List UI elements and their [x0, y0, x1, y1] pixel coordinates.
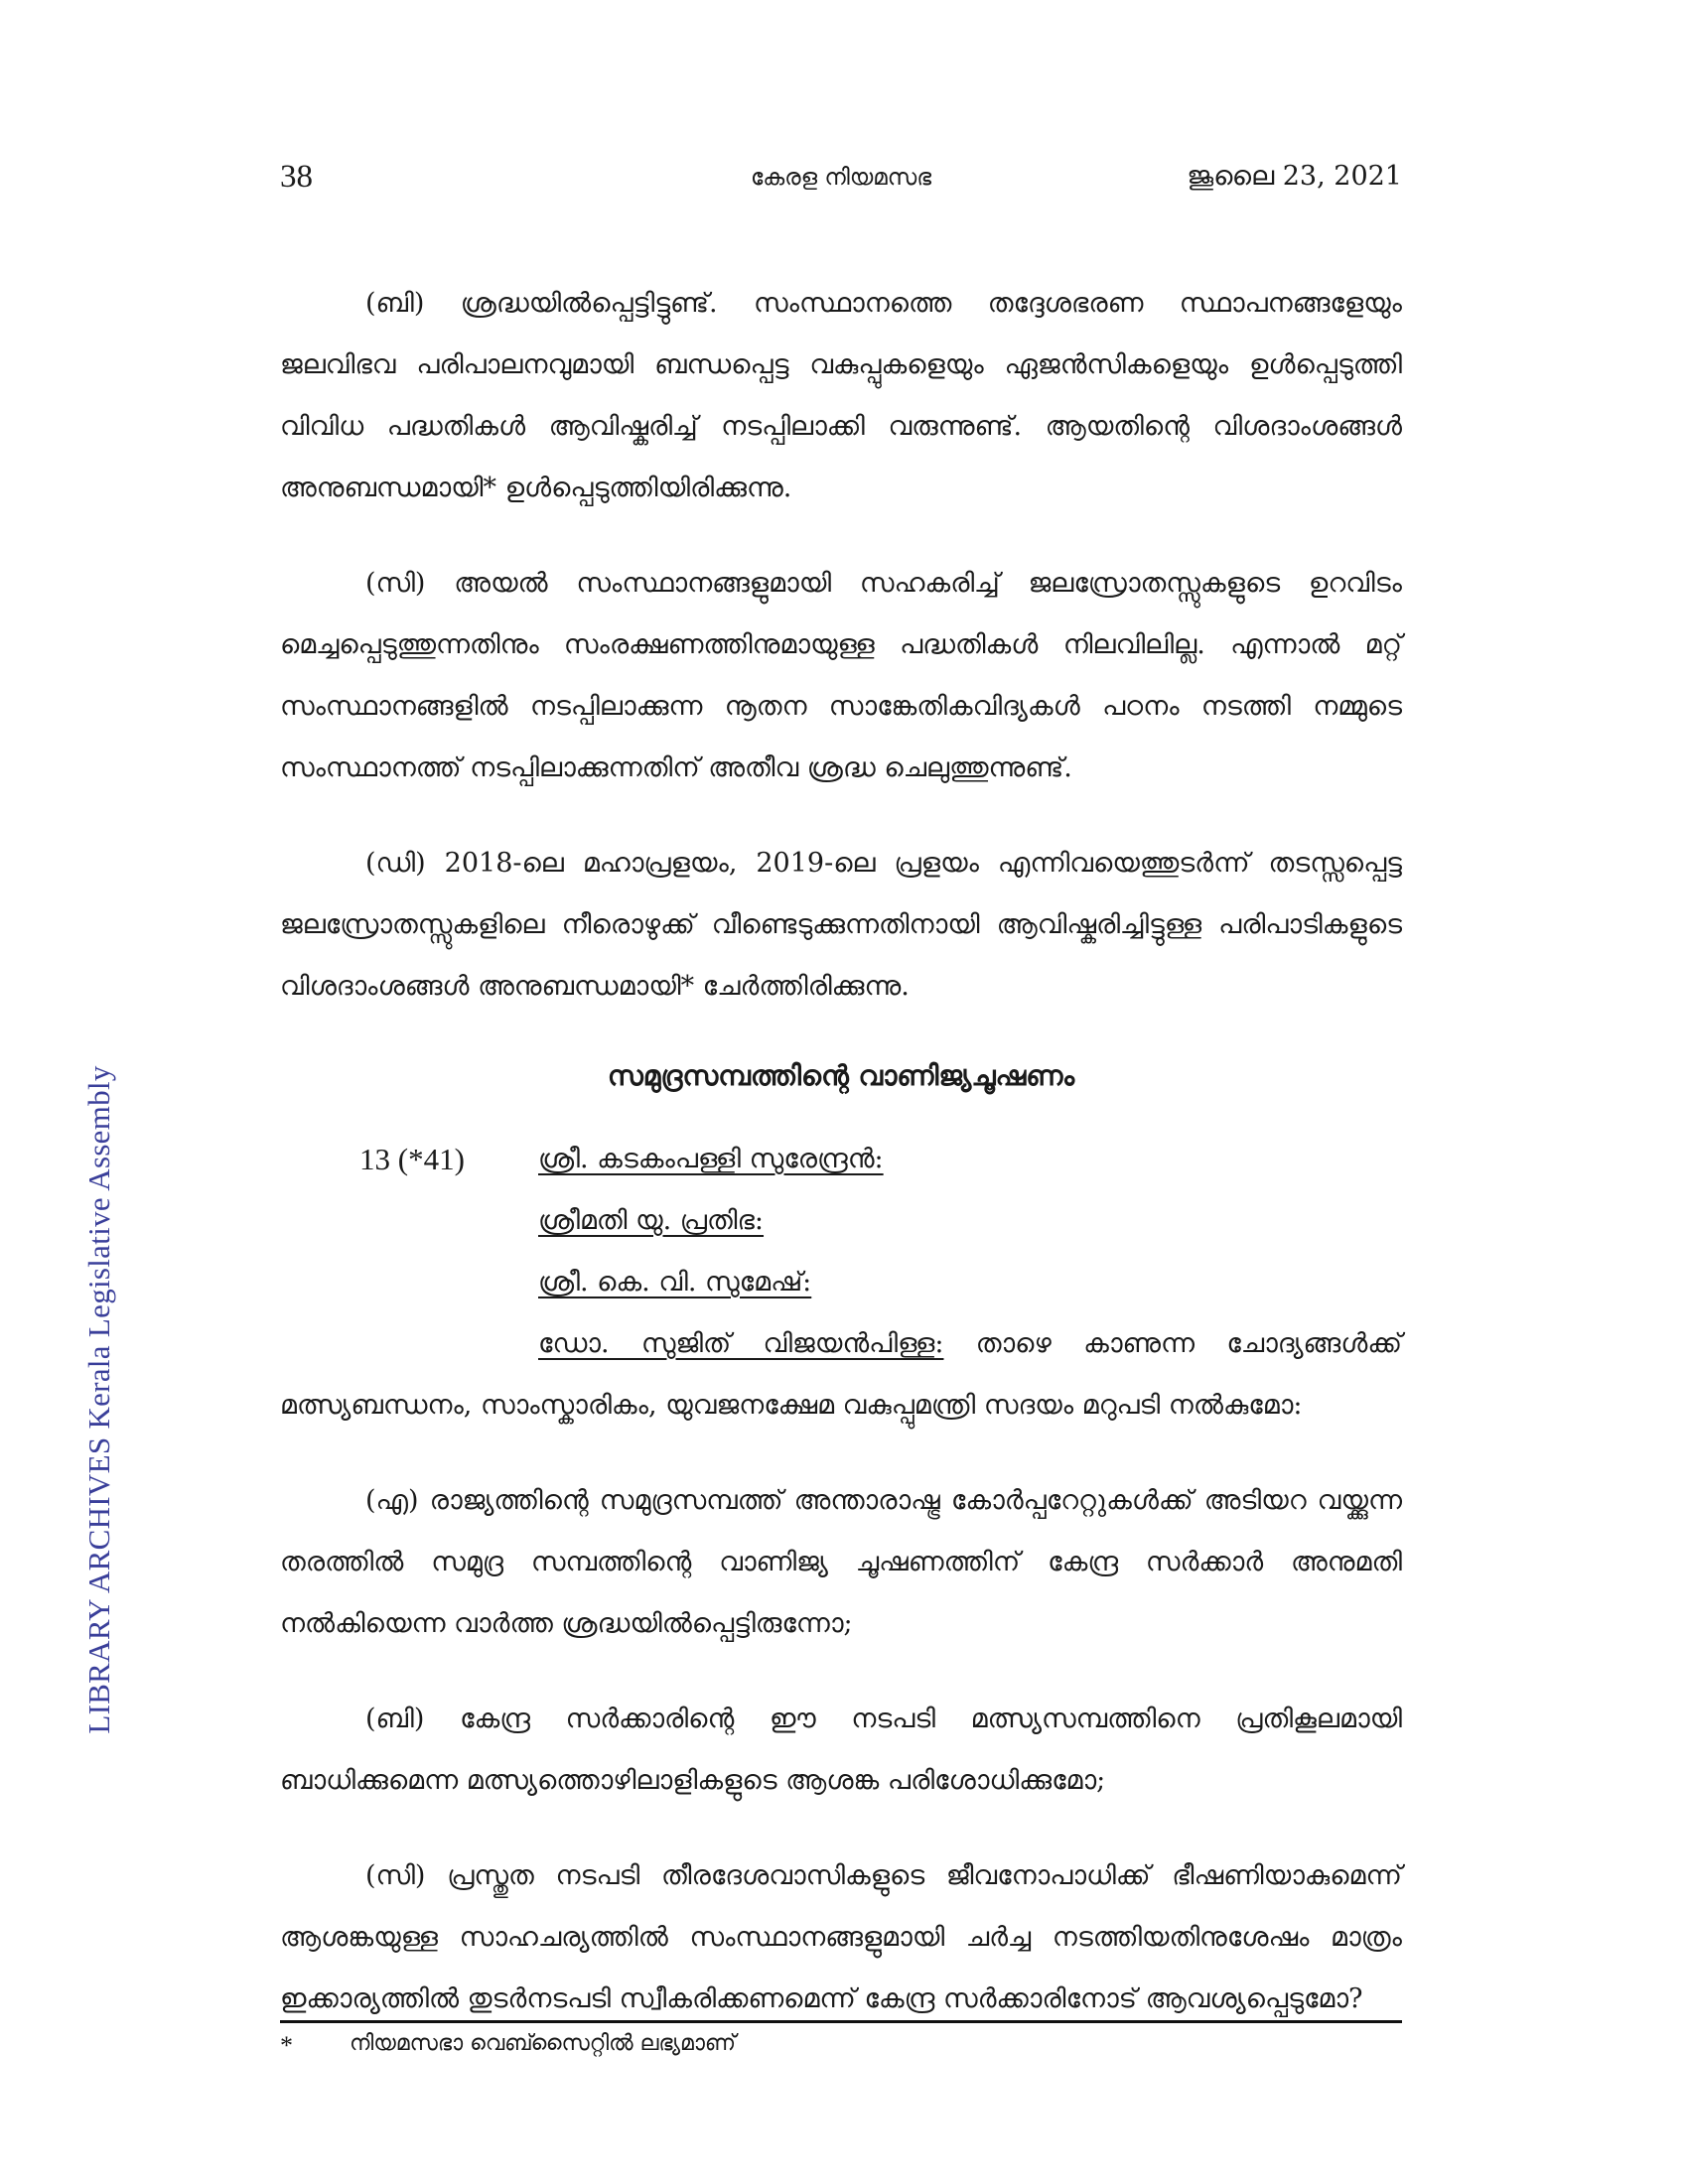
member-name-2: ശ്രീമതി യു. പ്രതിഭ: [538, 1205, 765, 1236]
question-intro [280, 1313, 1402, 1436]
footnote-divider [280, 2020, 1402, 2023]
member-name-3: ശ്രീ. കെ. വി. സുമേഷ്: [538, 1267, 812, 1297]
page-body [280, 273, 1402, 2064]
question-paragraph-a: (എ) രാജ്യത്തിന്റെ സമുദ്രസമ്പത്ത് അന്താരാഷ്ട്ര കോർപ്പറേറ്റുകൾക്ക് അടിയറ വയ്ക്കുന്ന തരത്തിൽ സമുദ്ര സമ്പത്തിന്റെ വാണിജ്യ ചൂഷണത്തിന് കേന്ദ്ര സർക്കാർ അനുമതി നൽകിയെന്ന വാർത്ത ശ്രദ്ധയിൽപ്പെട്ടിരുന്നോ; [280, 1485, 1402, 1639]
header-date: ജൂലൈ 23, 2021 [1187, 161, 1402, 192]
footnote-text: നിയമസഭാ വെബ്സൈറ്റിൽ ലഭ്യമാണ് [350, 2031, 737, 2056]
footnote-mark: * [280, 2031, 293, 2060]
page-header [280, 159, 1402, 208]
member-name-1: ശ്രീ. കടകംപള്ളി സുരേന്ദ്രൻ: [538, 1144, 884, 1174]
member-name-4: ഡോ. സുജിത് വിജയൻപിള്ള: [538, 1328, 944, 1359]
section-title: സമുദ്രസമ്പത്തിന്റെ വാണിജ്യചൂഷണം [607, 1059, 1075, 1092]
watermark-text: LIBRARY ARCHIVES Kerala Legislative Assembly [81, 1065, 116, 1734]
answer-paragraph-c: (സി) അയൽ സംസ്ഥാനങ്ങളുമായി സഹകരിച്ച് ജലസ്രോതസ്സുകളുടെ ഉറവിടം മെച്ചപ്പെടുത്തുന്നതിനും സംരക്ഷണത്തിനുമായുള്ള പദ്ധതികൾ നിലവിലില്ല. എന്നാൽ മറ്റ് സംസ്ഥാനങ്ങളിൽ നടപ്പിലാക്കുന്ന നൂതന സാങ്കേതികവിദ്യകൾ പഠനം നടത്തി നമ്മുടെ സംസ്ഥാനത്ത് നടപ്പിലാക്കുന്നതിന് അതീവ ശ്രദ്ധ ചെലുത്തുന്നുണ്ട്. [280, 568, 1402, 783]
question-paragraph-b: (ബി) കേന്ദ്ര സർക്കാരിന്റെ ഈ നടപടി മത്സ്യസമ്പത്തിനെ പ്രതികൂലമായി ബാധിക്കുമെന്ന മത്സ്യത്തൊഴിലാളികളുടെ ആശങ്ക പരിശോധിക്കുമോ; [280, 1704, 1402, 1796]
footnote [280, 2031, 1402, 2061]
page-number: 38 [280, 159, 313, 195]
question-paragraph-c: (സി) പ്രസ്തുത നടപടി തീരദേശവാസികളുടെ ജീവനോപാധിക്ക് ഭീഷണിയാകുമെന്ന് ആശങ്കയുള്ള സാഹചര്യത്തിൽ സംസ്ഥാനങ്ങളുമായി ചർച്ച നടത്തിയതിനുശേഷം മാത്രം ഇക്കാര്യത്തിൽ തുടർനടപടി സ്വീകരിക്കണമെന്ന് കേന്ദ്ര സർക്കാരിനോട് ആവശ്യപ്പെടുമോ? [280, 1860, 1402, 2014]
question-intro-text: താഴെ കാണുന്ന ചോദ്യങ്ങൾക്ക് മത്സ്യബന്ധനം, സാംസ്കാരികം, യുവജനക്ഷേമ വകുപ്പുമന്ത്രി സദയം മറുപടി നൽകുമോ: [280, 1328, 1403, 1421]
question-block [280, 1129, 1402, 1313]
answer-paragraph-b: (ബി) ശ്രദ്ധയിൽപ്പെട്ടിട്ടുണ്ട്. സംസ്ഥാനത്തെ തദ്ദേശഭരണ സ്ഥാപനങ്ങളേയും ജലവിഭവ പരിപാലനവുമായി ബന്ധപ്പെട്ട വകുപ്പുകളെയും ഏജൻസികളെയും ഉൾപ്പെടുത്തി വിവിധ പദ്ധതികൾ ആവിഷ്കരിച്ച് നടപ്പിലാക്കി വരുന്നുണ്ട്. ആയതിന്റെ വിശദാംശങ്ങൾ അനുബന്ധമായി* ഉൾപ്പെടുത്തിയിരിക്കുന്നു. [280, 288, 1402, 503]
answer-paragraph-d: (ഡി) 2018-ലെ മഹാപ്രളയം, 2019-ലെ പ്രളയം എന്നിവയെത്തുടർന്ന് തടസ്സപ്പെട്ട ജലസ്രോതസ്സുകളിലെ നീരൊഴുക്ക് വീണ്ടെടുക്കുന്നതിനായി ആവിഷ്കരിച്ചിട്ടുള്ള പരിപാടികളുടെ വിശദാംശങ്ങൾ അനുബന്ധമായി* ചേർത്തിരിക്കുന്നു. [280, 848, 1402, 1002]
question-number: 13 (*41) [359, 1142, 465, 1176]
header-title: കേരള നിയമസഭ [750, 165, 932, 191]
